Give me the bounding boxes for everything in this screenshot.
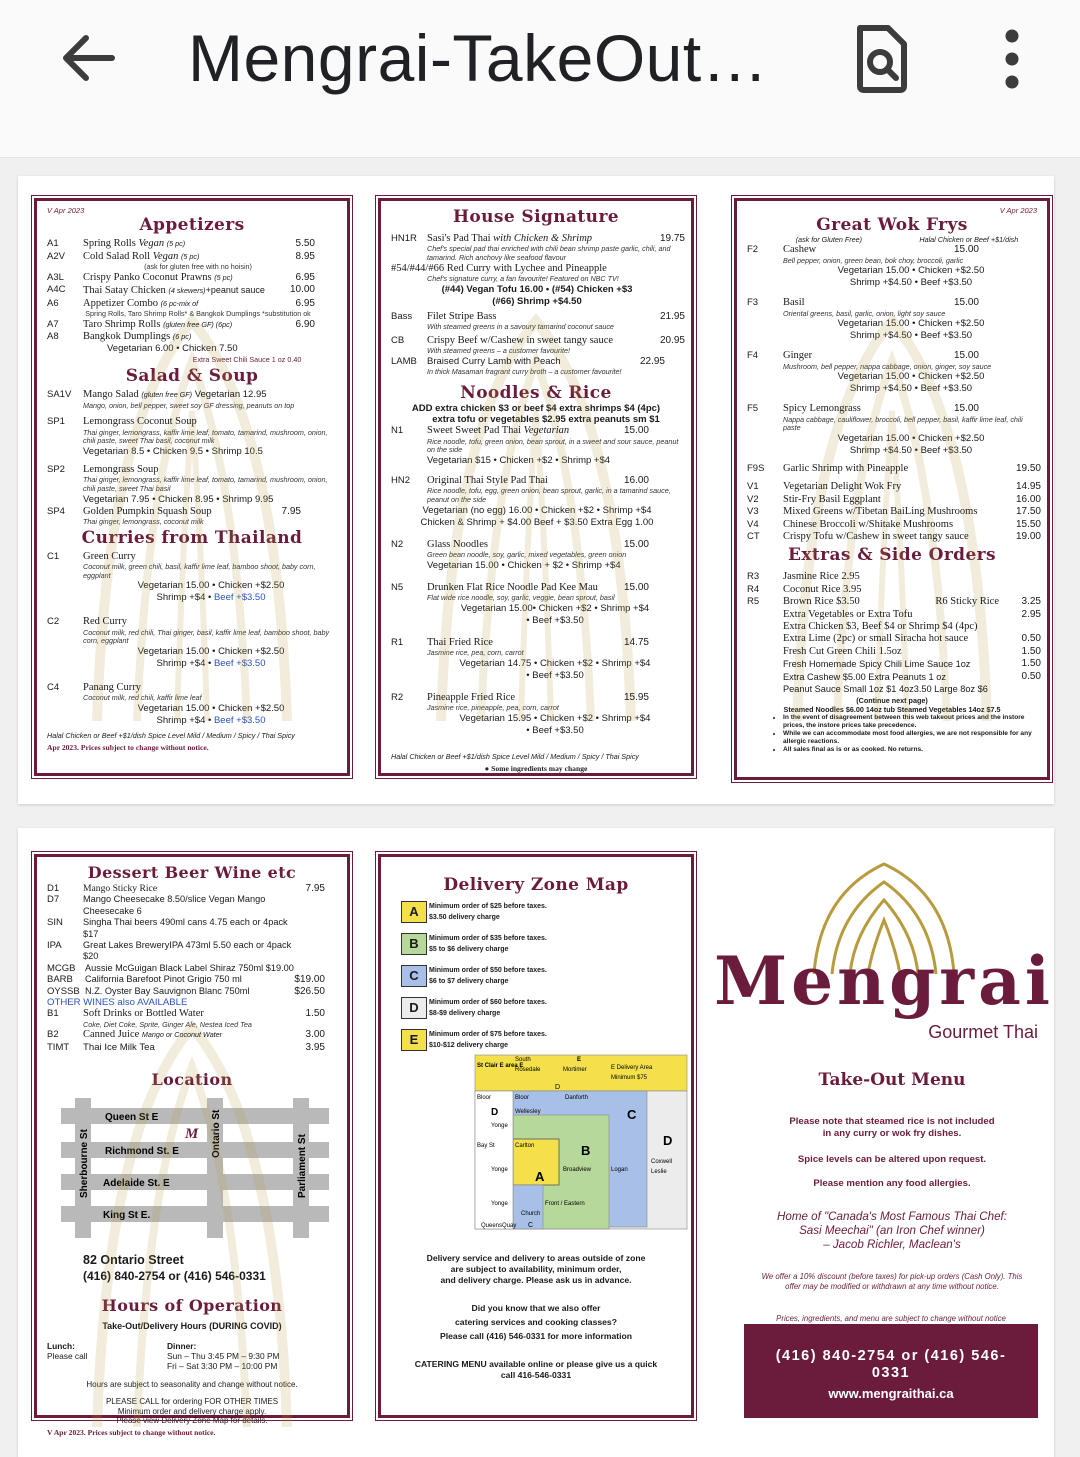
r1-options-2: • Beef +$3.50 (526, 669, 584, 681)
street-queen: Queen St E (105, 1112, 159, 1124)
menu-item-ipa: IPA Great Lakes BreweryIPA 473ml 5.50 each or 4pack $20 (47, 940, 292, 962)
zone-list (381, 901, 691, 1051)
svg-text:Mortimer: Mortimer (563, 1067, 587, 1073)
menu-item-sp1: SP1 Lemongrass Coconut Soup (47, 416, 197, 428)
menu-item-n1: N1 Sweet Sweet Pad Thai Vegetarian 15.00 (391, 425, 649, 437)
svg-text:Yonge: Yonge (491, 1201, 508, 1207)
svg-text:Rosedale: Rosedale (515, 1067, 541, 1073)
menu-item-a4c: A4C Thai Satay Chicken (4 skewers)+peanut sauce 10.00 (47, 284, 315, 297)
menu-item-a7: A7 Taro Shrimp Rolls (gluten free GF) (6pc) 6.90 (47, 318, 315, 330)
menu-item-d1: D1 Mango Sticky Rice 7.95 (47, 883, 325, 894)
menu-item-sp4: SP4 Golden Pumpkin Squash Soup 7.95 (47, 505, 301, 517)
r2-options-2: • Beef +$3.50 (526, 724, 584, 736)
menu-item-r3: R3 Jasmine Rice 2.95 (747, 571, 860, 583)
version-stamp: V Apr 2023 (47, 206, 85, 215)
price-notice: Apr 2023. Prices subject to change without notice. (47, 743, 209, 753)
menu-item-n2: N2 Glass Noodles 15.00 (391, 538, 649, 550)
f5-desc: Nappa cabbage, cauliflower, broccoli, bell pepper, basil, kaffir lime leaf, chili paste (783, 414, 1023, 433)
menu-item-a3l: A3L Crispy Panko Coconut Prawns (5 pc) 6.95 (47, 271, 315, 283)
salad-soup-title: Salad & Soup (125, 366, 259, 387)
extras-list (737, 609, 1047, 696)
menu-item-v2: V2 Stir-Fry Basil Eggplant 16.00 (747, 493, 1041, 505)
f2-options-2: Shrimp +$4.50 • Beef +$3.50 (849, 277, 973, 289)
menu-item-v3: V3 Mixed Greens w/Tibetan BaiLing Mushrooms 17.50 (747, 506, 1041, 518)
document-title: Mengrai-TakeOut… (188, 21, 769, 95)
menu-item-a2v: A2V Cold Salad Roll Vegan (5 pc) 8.95 (47, 250, 315, 262)
restaurant-marker: M (185, 1126, 199, 1143)
appetizer-list (37, 238, 347, 343)
menu-item-r4: R4 Coconut Rice 3.95 (747, 583, 862, 595)
menu-item-r1: R1 Thai Fried Rice 14.75 (391, 636, 649, 648)
lamb-desc: In thick Masaman fragrant curry broth – a customer favourite! (427, 367, 622, 376)
sp1-options: Vegetarian 8.5 • Chicken 9.5 • Shrimp 10.5 (83, 446, 263, 458)
c4-desc: Coconut milk, red chili, kaffir lime leaf (83, 693, 202, 703)
brand-name: Mengrai (714, 942, 1054, 1020)
n1-desc: Rice noodle, tofu, green onion, bean sprout, in a sweet and sour sauce, peanut on the side (427, 436, 679, 455)
menu-panel-appetizers (34, 198, 350, 776)
red-curry-options: (#44) Vegan Tofu 16.00 • (#54) Chicken +$3 (441, 283, 633, 295)
f4-options-2: Shrimp +$4.50 • Beef +$3.50 (849, 383, 973, 395)
f2-options: Vegetarian 15.00 • Chicken +$2.50 (837, 265, 985, 277)
cb-desc: With steamed greens – a customer favourite! (427, 346, 570, 355)
extra-item: Extra Lime (2pc) or small Siracha hot sauce 0.50 (783, 633, 1041, 645)
street-king: King St E. (103, 1210, 151, 1222)
menu-item-mcgb: MCGB Aussie McGuigan Black Label Shiraz 750ml $19.00 (47, 962, 294, 974)
svg-text:Bloor: Bloor (477, 1095, 492, 1101)
menu-item-red-curry-lychee: #54/#44/#66 Red Curry with Lychee and Pineapple (391, 262, 607, 274)
price-notice: V Apr 2023. Prices subject to change without notice. (47, 1428, 216, 1438)
website-link[interactable]: www.mengraithai.ca (828, 1386, 954, 1401)
mengrai-logo (714, 854, 1054, 1034)
n2-options: Vegetarian 15.00 • Chicken + $2 • Shrimp +$4 (427, 559, 621, 571)
wok-other-list (737, 463, 1047, 543)
menu-item-a8: A8 Bangkok Dumplings (6 pc) (47, 331, 192, 343)
hours-title: Hours of Operation (101, 1296, 283, 1316)
svg-text:St Clair E area E: St Clair E area E (477, 1063, 524, 1069)
zone-b: B Minimum order of $35 before taxes. $5 to $6 delivery charge (381, 933, 691, 955)
menu-item-f5: F5 Spicy Lemongrass 15.00 (747, 403, 979, 415)
svg-text:Coxwell: Coxwell (651, 1159, 673, 1165)
seasonality-note: Hours are subject to seasonality and change without notice. (86, 1379, 298, 1389)
menu-item-v1: V1 Vegetarian Delight Wok Fry 14.95 (747, 481, 1041, 493)
svg-text:Broadview: Broadview (563, 1167, 592, 1173)
menu-item-a6: A6 Appetizer Combo (6 pc-mix of 6.95 (47, 297, 315, 309)
n2-desc: Green bean noodle, soy, garlic, mixed vegetables, green onion (427, 550, 627, 559)
extra-item: Extra Chicken $3, Beef $4 or Shrimp $4 (4pc) (783, 621, 978, 633)
street-adelaide: Adelaide St. E (103, 1178, 170, 1190)
f3-options-2: Shrimp +$4.50 • Beef +$3.50 (849, 330, 973, 342)
spice-note: Spice levels can be altered upon request. (797, 1154, 987, 1165)
svg-text:Leslie: Leslie (651, 1169, 667, 1175)
add-extras-line-2: extra tofu or vegetables $2.95 extra peanuts sm $1 (432, 414, 660, 425)
menu-item-c2: C2 Red Curry (47, 616, 128, 628)
menu-panel-dessert-location (34, 854, 350, 1438)
red-curry-options-2: (#66) Shrimp +$4.50 (492, 295, 582, 307)
c1-options: Vegetarian 15.00 • Chicken +$2.50 (137, 580, 285, 592)
c2-desc: Coconut milk, red chili, Thai ginger, basil, kaffir lime leaf, bamboo shoot, baby corn, eggplant (83, 627, 330, 646)
prices-note: Prices, ingredients, and menu are subject to change without notice (776, 1314, 1006, 1323)
halal-note: Halal Chicken or Beef +$1/dish Spice Level Mild / Medium / Spicy / Thai Spicy (47, 730, 295, 740)
r1-options: Vegetarian 14.75 • Chicken +$2 • Shrimp +$4 (459, 657, 651, 669)
c4-options: Vegetarian 15.00 • Chicken +$2.50 (137, 702, 285, 714)
svg-text:Yonge: Yonge (491, 1123, 508, 1129)
menu-item-bass: Bass Filet Stripe Bass 21.95 (391, 310, 685, 322)
menu-item-hn1r: HN1R Sasi's Pad Thai with Chicken & Shrimp 19.75 (391, 233, 685, 244)
sa1v-desc: Mango, onion, bell pepper, sweet soy GF dressing, peanuts on top (83, 400, 295, 410)
menu-panel-cover (714, 854, 1054, 1418)
more-vert-icon (990, 24, 1034, 94)
hn2-options: Vegetarian (no egg) 16.00 • Chicken +$2 • Shrimp +$4 (422, 504, 652, 516)
menu-item-b2: B2 Canned Juice Mango or Coconut Water 3.00 (47, 1029, 325, 1041)
svg-text:Front / Eastern: Front / Eastern (545, 1201, 585, 1207)
other-wines: OTHER WINES also AVAILABLE (47, 997, 188, 1009)
svg-text:QueensQuay: QueensQuay (481, 1223, 517, 1229)
takeout-menu-title: Take-Out Menu (818, 1070, 966, 1090)
svg-text:D: D (555, 1084, 561, 1091)
menu-item-timt: TIMT Thai Ice Milk Tea 3.95 (47, 1041, 325, 1053)
menu-item-c1: C1 Green Curry (47, 550, 136, 562)
c4-options-2: Shrimp +$4 • Beef +$3.50 (156, 714, 266, 726)
call-note: PLEASE CALL for ordering FOR OTHER TIMES Minimum order and delivery charge apply. Please view Delivery Zone Map for details. (105, 1397, 279, 1425)
delivery-zone-title: Delivery Zone Map (443, 875, 629, 895)
menu-item-barb: BARB California Barefoot Pinot Grigio 750 ml $19.00 (47, 974, 325, 986)
great-wok-frys-title: Great Wok Frys (816, 215, 968, 236)
pdf-page-1[interactable] (18, 176, 1054, 804)
dessert-title: Dessert Beer Wine etc (87, 863, 297, 882)
hn1r-desc: Chef's special pad thai enriched with chili bean shrimp paste garlic, chili, and tamarind. Rich anchovy like seafood flavour (427, 244, 671, 262)
menu-item-a1: A1 Spring Rolls Vegan (5 pc) 5.50 (47, 238, 315, 250)
svg-text:D: D (663, 1133, 673, 1148)
svg-text:Bloor: Bloor (515, 1095, 530, 1101)
hn2-options-2: Chicken & Shrimp + $4.00 Beef + $3.50 Extra Egg 1.00 (420, 516, 654, 528)
menu-item-r2: R2 Pineapple Fried Rice 15.95 (391, 691, 649, 703)
hours-subtitle: Take-Out/Delivery Hours (DURING COVID) (102, 1321, 282, 1332)
f5-options-2: Shrimp +$4.50 • Beef +$3.50 (849, 445, 973, 456)
halal-note: Halal Chicken or Beef +$1/dish Spice Level Mild / Medium / Spicy / Thai Spicy (391, 751, 639, 761)
contact-phone[interactable]: (416) 840-2754 or (416) 546- 0331 (775, 1348, 1007, 1381)
menu-item-sin: SIN Singha Thai beers 490ml cans 4.75 each or 4pack $17 (47, 917, 288, 939)
curries-title: Curries from Thailand (81, 527, 303, 548)
wok-fry-list (737, 244, 1047, 457)
r1-desc: Jasmine rice, pea, corn, carrot (427, 648, 524, 657)
svg-text:Church: Church (521, 1211, 541, 1217)
more-options-button[interactable] (990, 24, 1034, 94)
extra-item: Extra Cashew $5.00 Extra Peanuts 1 oz 0.50 (783, 670, 1041, 682)
menu-item-ct: CT Crispy Tofu w/Cashew in sweet tangy sauce 19.00 (747, 531, 1041, 543)
sp1-desc: Thai ginger, lemongrass, kaffir lime leaf, tomato, tamarind, mushroom, onion, chili paste, sweet Thai basil, coconut milk (83, 427, 328, 446)
location-map (61, 1098, 329, 1238)
svg-text:Danforth: Danforth (565, 1095, 589, 1101)
menu-panel-delivery-zones (378, 854, 694, 1418)
bass-desc: With steamed greens in a savoury tamarind coconut sauce (427, 322, 614, 331)
menu-item-f3: F3 Basil 15.00 (747, 297, 979, 309)
discount-note: We offer a 10% discount (before taxes) for pick-up orders (Cash Only). This offer may be modified or withdrawn at any time without notice. (761, 1272, 1023, 1291)
zone-c: C Minimum order of $50 before taxes. $6 to $7 delivery charge (381, 965, 691, 987)
menu-panel-house-signature (378, 198, 694, 776)
policy-item: • All sales final as is or as cooked. No returns. (783, 746, 1033, 754)
menu-panel-wok-frys (734, 198, 1050, 780)
policy-item: • In the event of disagreement between this web takeout prices and the instore prices, the instore prices take precedence. (783, 714, 1033, 730)
c2-options: Vegetarian 15.00 • Chicken +$2.50 (137, 645, 285, 657)
svg-text:E Delivery Area: E Delivery Area (611, 1065, 653, 1071)
find-in-page-icon (846, 20, 918, 96)
menu-item-hn2: HN2 Original Thai Style Pad Thai 16.00 (391, 475, 649, 486)
c1-desc: Coconut milk, green chili, basil, kaffir lime leaf, bamboo shoot, baby corn, eggplant (83, 562, 316, 580)
street-parliament: Parliament St (297, 1134, 308, 1199)
arrow-back-icon (52, 22, 124, 94)
a8-extra: Extra Sweet Chili Sauce 1 oz 0.40 (192, 355, 302, 365)
extra-item: Extra Vegetables or Extra Tofu 2.95 (783, 608, 1041, 620)
c1-options-2: Shrimp +$4 • Beef +$3.50 (156, 592, 266, 604)
appetizers-title: Appetizers (139, 215, 245, 236)
svg-text:B: B (581, 1143, 591, 1158)
phone-numbers[interactable]: (416) 840-2754 or (416) 546-0331 (83, 1269, 266, 1284)
menu-item-note: Spring Rolls, Taro Shrimp Rolls* & Bangkok Dumplings *substitution ok (85, 309, 311, 319)
house-signature-title: House Signature (452, 207, 620, 227)
ingredients-notice: ● Some ingredients may change (484, 764, 588, 773)
hn2-desc: Rice noodle, tofu, egg, green onion, bean sprout, garlic, in a tamarind sauce, peanut on the side (427, 486, 671, 504)
n5-desc: Flat wide rice noodle, soy, garlic, veggie, bean sprout, basil (427, 593, 615, 602)
brand-tagline: Gourmet Thai (928, 1022, 1038, 1042)
menu-item-d7: D7 Mango Cheesecake 8.50/slice Vegan Mango Cheesecake 6 (47, 894, 266, 916)
extras-title: Extras & Side Orders (787, 545, 997, 566)
menu-item-b1: B1 Soft Drinks or Bottled Water 1.50 (47, 1008, 325, 1020)
wok-notes: (ask for Gluten Free) Halal Chicken or Beef +$1/dish (795, 235, 1019, 245)
policy-item: • While we can accommodate most food allergies, we are not responsible for any allergic reactions. (783, 730, 1033, 746)
rice-note: Please note that steamed rice is not included in any curry or wok fry dishes. (789, 1116, 995, 1139)
chef-quote: Home of "Canada's Most Famous Thai Chef: Sasi Meechai" (an Iron Chef winner) – Jacob Richler, Maclean's (777, 1210, 1007, 1251)
f3-desc: Oriental greens, basil, garlic, onion, light soy sauce (783, 308, 946, 318)
street-richmond: Richmond St. E (105, 1146, 179, 1158)
menu-item-lamb: LAMB Braised Curry Lamb with Peach 22.95 (391, 355, 665, 367)
menu-item-r5: R5 Brown Rice $3.50 R6 Sticky Rice 3.25 (747, 596, 1041, 608)
menu-item-oyssb: OYSSB N.Z. Oyster Bay Sauvignon Blanc 750ml $26.50 (47, 985, 325, 997)
add-extras-line-1: ADD extra chicken $3 or beef $4 extra shrimps $4 (4pc) (411, 402, 661, 414)
street-sherbourne: Sherbourne St (79, 1129, 90, 1199)
street-ontario: Ontario St (211, 1109, 222, 1159)
red-curry-desc: Chef's signature curry, a fan favourite! Featured on NBC TV! (427, 274, 619, 283)
extra-item: Fresh Homemade Spicy Chili Lime Sauce 1oz 1.50 (783, 658, 1041, 670)
noodle-rice-list (381, 425, 691, 746)
svg-text:Wellesley: Wellesley (515, 1109, 541, 1115)
address: 82 Ontario Street (83, 1253, 184, 1268)
svg-text:Bay St: Bay St (477, 1143, 495, 1149)
version-stamp: V Apr 2023 (999, 206, 1037, 215)
catering-notice: Did you know that we also offer catering services and cooking classes? Please call (416) 546-0331 for more information (439, 1302, 632, 1341)
b1-desc: Coke, Diet Coke, Sprite, Ginger Ale, Nestea Iced Tea (83, 1019, 252, 1029)
sp2-options: Vegetarian 7.95 • Chicken 8.95 • Shrimp 9.95 (83, 493, 274, 505)
extra-item: Fresh Cut Green Chili 1.5oz 1.50 (783, 645, 1041, 657)
svg-text:D: D (491, 1107, 499, 1118)
delivery-notice: Delivery service and delivery to areas outside of zone are subject to availability, minimum order, and delivery charge. Please ask us in advance. (426, 1253, 646, 1286)
dessert-list (37, 883, 347, 997)
extra-item: Peanut Sauce Small 1oz $1 4oz3.50 Large 8oz $6 (783, 684, 988, 695)
zone-e: E Minimum order of $75 before taxes. $10-$12 delivery charge (381, 1029, 691, 1051)
menu-item-sp2: SP2 Lemongrass Soup (47, 464, 159, 476)
location-title: Location (151, 1070, 233, 1090)
contact-box (744, 1324, 1038, 1418)
r2-options: Vegetarian 15.95 • Chicken +$2 • Shrimp +$4 (459, 712, 651, 724)
menu-item-c4: C4 Panang Curry (47, 681, 142, 693)
menu-item-note: (ask for gluten free with no hoisin) (144, 262, 252, 272)
policy-list (737, 714, 1047, 754)
menu-item-sa1v: SA1V Mango Salad (gluten free GF) Vegetarian 12.95 (47, 389, 267, 401)
svg-text:Yonge: Yonge (491, 1167, 508, 1173)
svg-text:E: E (577, 1057, 582, 1063)
f4-options: Vegetarian 15.00 • Chicken +$2.50 (837, 371, 985, 383)
continue-note: (Continue next page) (856, 695, 928, 705)
app-bar (0, 0, 1080, 158)
hours-table: Lunch: Please call Dinner: Sun – Thu 3:45 PM – 9:30 PM Fri – Sat 3:30 PM – 10:00 PM (47, 1340, 280, 1371)
svg-text:Minimum $75: Minimum $75 (611, 1075, 648, 1081)
delivery-zone-map (475, 1055, 687, 1229)
zone-a: A Minimum order of $25 before taxes. $3.50 delivery charge (381, 901, 691, 923)
menu-item-v4: V4 Chinese Broccoli w/Shitake Mushrooms 15.50 (747, 518, 1041, 530)
svg-text:Carlton: Carlton (515, 1143, 535, 1149)
steamed-note: Steamed Noodles $6.00 14oz tub Steamed Vegetables 14oz $7.5 (783, 704, 1001, 714)
n5-options: Vegetarian 15.00• Chicken +$2 • Shrimp +$4 (460, 602, 650, 614)
back-button[interactable] (52, 22, 124, 94)
sp2-desc: Thai ginger, lemongrass, kaffir lime leaf, tomato, tamarind, mushroom, onion, chili paste, sweet Thai basil (83, 475, 328, 494)
zone-d: D Minimum order of $60 before taxes. $8-$9 delivery charge (381, 997, 691, 1019)
menu-item-cb: CB Crispy Beef w/Cashew in sweet tangy sauce 20.95 (391, 334, 685, 346)
svg-text:C: C (528, 1222, 534, 1229)
n5-options-2: • Beef +$3.50 (526, 614, 584, 626)
sp4-desc: Thai ginger, lemongrass, coconut milk (83, 517, 204, 527)
curry-list (37, 551, 347, 727)
r2-desc: Jasmine rice, pineapple, pea, corn, carrot (427, 703, 559, 712)
catering-menu-note: CATERING MENU available online or please give us a quick call 416-546-0331 (414, 1358, 658, 1380)
noodles-rice-title: Noodles & Rice (460, 382, 612, 403)
a8-options: Vegetarian 6.00 • Chicken 7.50 (107, 343, 238, 355)
menu-item-n5: N5 Drunken Flat Rice Noodle Pad Kee Mau 15.00 (391, 581, 649, 593)
allergy-note: Please mention any food allergies. (813, 1178, 971, 1189)
f3-options: Vegetarian 15.00 • Chicken +$2.50 (837, 318, 985, 330)
menu-item-f9s: F9S Garlic Shrimp with Pineapple 19.50 (747, 463, 1041, 474)
c2-options-2: Shrimp +$4 • Beef +$3.50 (156, 657, 266, 669)
menu-item-f4: F4 Ginger 15.00 (747, 350, 979, 362)
f2-desc: Bell pepper, onion, green bean, bok choy, broccoli, garlic (783, 255, 964, 265)
menu-item-f2: F2 Cashew 15.00 (747, 244, 979, 256)
svg-text:Logan: Logan (611, 1167, 628, 1173)
pdf-page-2[interactable] (18, 828, 1054, 1457)
svg-text:C: C (627, 1107, 637, 1122)
svg-text:South: South (515, 1057, 531, 1063)
svg-text:A: A (535, 1169, 545, 1184)
find-in-page-button[interactable] (846, 20, 918, 96)
n1-options: Vegetarian $15 • Chicken +$2 • Shrimp +$4 (427, 455, 611, 466)
f4-desc: Mushroom, bell pepper, nappa cabbage, onion, ginger, soy sauce (783, 361, 992, 371)
f5-options: Vegetarian 15.00 • Chicken +$2.50 (837, 433, 985, 444)
